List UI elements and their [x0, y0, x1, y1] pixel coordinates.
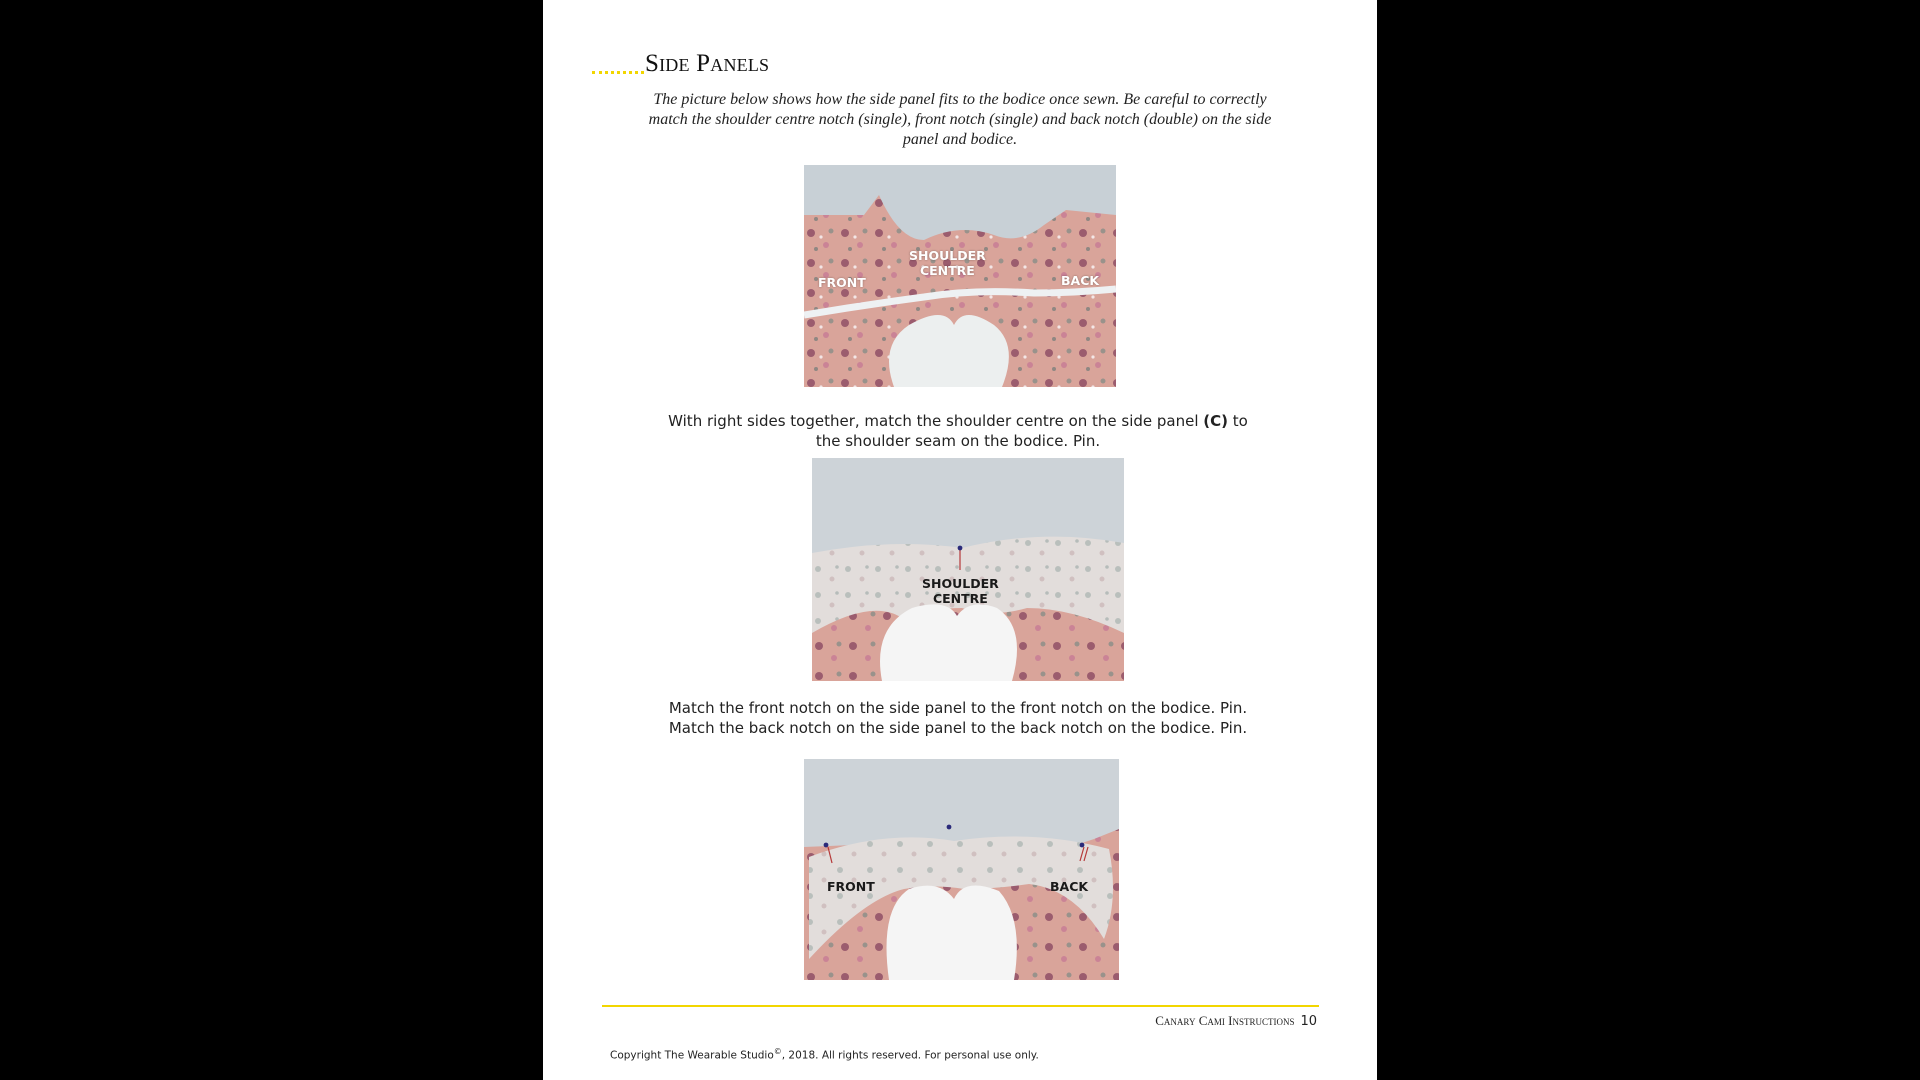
photo-shoulder-centre-pinned-illustration — [812, 458, 1124, 681]
step1-text-before: With right sides together, match the shoulder centre on the side panel — [668, 412, 1204, 430]
copyright-text-after: , 2018. All rights reserved. For personal use only. — [781, 1049, 1039, 1062]
copyright-notice — [610, 1047, 1039, 1062]
step2-line1: Match the front notch on the side panel to the front notch on the bodice. Pin. — [668, 699, 1248, 717]
document-page — [543, 0, 1377, 1080]
photo-shoulder-centre-pinned — [812, 458, 1124, 681]
intro-paragraph: The picture below shows how the side panel fits to the bodice once sewn. Be careful to correctly match the shoulder centre notch (single), front notch (single) and back notch (double) on the side panel and bodice. — [648, 91, 1272, 148]
photo-side-panel-sewn — [804, 165, 1116, 387]
photo-front-back-pinned-illustration — [804, 759, 1119, 980]
photo3-front-label: FRONT — [827, 879, 875, 894]
footer-document-title — [1155, 1013, 1317, 1029]
step1-text-after: to the shoulder seam on the bodice. Pin. — [815, 412, 1248, 450]
photo1-back-label: BACK — [1061, 273, 1100, 288]
footer-title-text: Canary Cami Instructions — [1155, 1013, 1295, 1028]
copyright-symbol: © — [773, 1047, 782, 1056]
copyright-text-before: Copyright The Wearable Studio — [610, 1049, 774, 1062]
step1-caption — [658, 411, 1258, 451]
photo-front-back-pinned — [804, 759, 1119, 980]
photo3-back-label: BACK — [1050, 879, 1089, 894]
step2-line2: Match the back notch on the side panel to the back notch on the bodice. Pin. — [668, 719, 1248, 737]
photo1-shoulder-label: SHOULDER CENTRE — [909, 248, 986, 278]
photo1-front-label: FRONT — [818, 275, 866, 290]
section-heading: Side Panels — [645, 50, 770, 77]
step2-caption — [658, 698, 1258, 738]
step1-text-bold: (C) — [1203, 412, 1229, 430]
footer-rule — [602, 1005, 1319, 1007]
photo2-shoulder-label: SHOULDER CENTRE — [922, 576, 999, 606]
heading-dotted-rule — [592, 71, 644, 74]
page-number: 10 — [1300, 1014, 1317, 1029]
